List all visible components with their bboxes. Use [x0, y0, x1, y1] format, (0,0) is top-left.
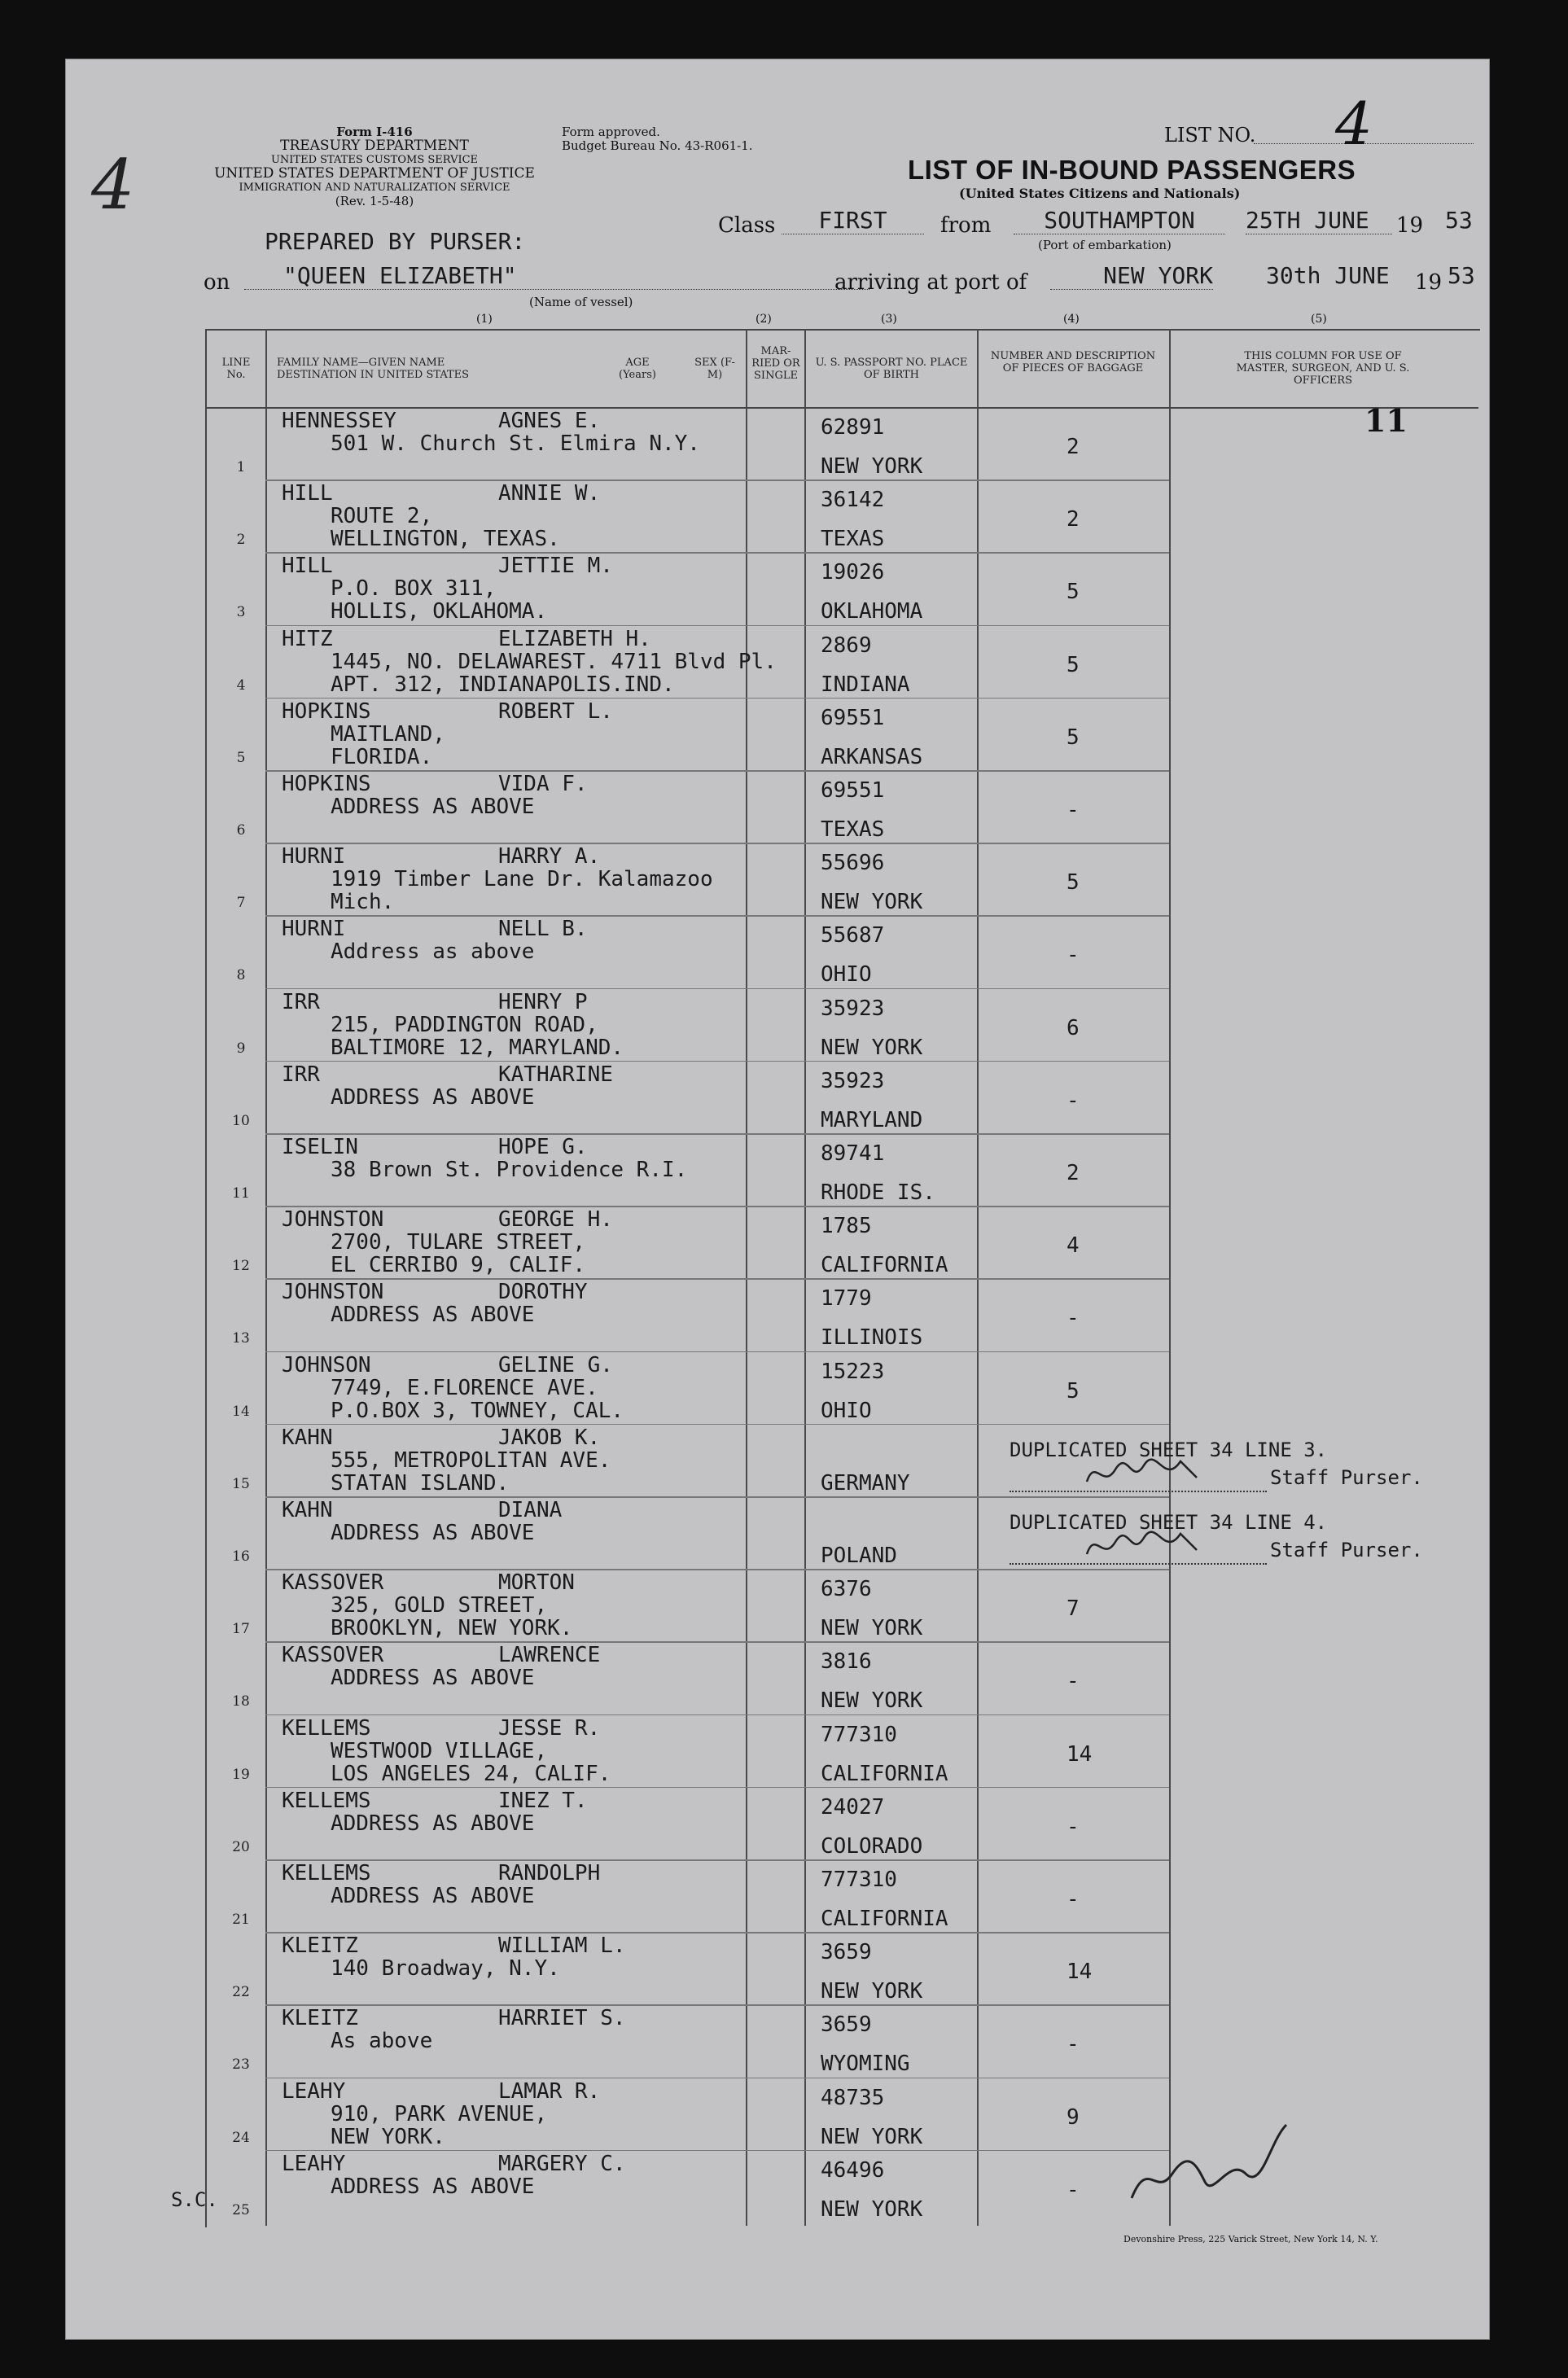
place-of-birth: NEW YORK — [821, 1979, 923, 2004]
place-of-birth: NEW YORK — [821, 2124, 923, 2149]
col-header-officers: THIS COLUMN FOR USE OF MASTER, SURGEON, AND U. S. OFFICERS — [1236, 350, 1410, 387]
given-name: MARGERY C. — [498, 2151, 626, 2176]
line-number: 8 — [236, 967, 246, 984]
place-of-birth: CALIFORNIA — [821, 1253, 948, 1278]
passport-number: 777310 — [821, 1722, 897, 1747]
family-name: HILL — [282, 481, 333, 506]
printer-credit: Devonshire Press, 225 Varick Street, New York 14, N. Y. — [1123, 2234, 1378, 2244]
address-line-2: APT. 312, INDIANAPOLIS.IND. — [331, 672, 675, 697]
line-number: 24 — [232, 2129, 250, 2146]
given-name: DIANA — [498, 1498, 563, 1522]
baggage-count: 2 — [1067, 1161, 1080, 1185]
row-divider — [265, 1061, 1169, 1062]
line-number: 22 — [232, 1984, 250, 2001]
line-number: 3 — [236, 604, 246, 621]
address-line-2: BROOKLYN, NEW YORK. — [331, 1616, 573, 1641]
row-divider — [265, 770, 1169, 772]
given-name: AGNES E. — [498, 409, 601, 433]
place-of-birth: MARYLAND — [821, 1107, 923, 1132]
given-name: LAMAR R. — [498, 2078, 601, 2104]
address-line-1: Address as above — [331, 939, 535, 965]
line-number: 23 — [232, 2056, 250, 2074]
baggage-count: 4 — [1067, 1233, 1080, 1259]
vessel-name: "QUEEN ELIZABETH" — [244, 262, 869, 290]
place-of-birth: NEW YORK — [821, 454, 923, 479]
line-number: 5 — [236, 749, 246, 766]
col-divider — [804, 329, 806, 2226]
col-divider — [746, 329, 747, 2226]
staff-purser-note: Staff Purser. — [1270, 1465, 1423, 1489]
given-name: MORTON — [498, 1570, 575, 1596]
address-line-1: ADDRESS AS ABOVE — [331, 1811, 535, 1836]
row-divider — [265, 843, 1169, 844]
budget-bureau: Budget Bureau No. 43-R061-1. — [562, 138, 753, 153]
address-line-1: 7749, E.FLORENCE AVE. — [331, 1375, 598, 1400]
line-number: 13 — [232, 1330, 250, 1347]
family-name: KELLEMS — [282, 1788, 371, 1813]
baggage-count: 14 — [1067, 1960, 1093, 1985]
place-of-birth: TEXAS — [821, 527, 885, 552]
justice-dept: UNITED STATES DEPARTMENT OF JUSTICE — [214, 165, 535, 182]
row-divider — [265, 1932, 1169, 1933]
col-num-4: (4) — [1063, 313, 1080, 326]
given-name: DOROTHY — [498, 1280, 588, 1305]
line-number: 12 — [232, 1258, 250, 1275]
address-line-1: 910, PARK AVENUE, — [331, 2101, 548, 2126]
family-name: ISELIN — [282, 1135, 358, 1159]
passport-number: 89741 — [821, 1141, 885, 1166]
passport-number: 2869 — [821, 633, 872, 658]
address-line-1: ADDRESS AS ABOVE — [331, 1303, 535, 1328]
class-value: FIRST — [782, 207, 924, 234]
baggage-count: - — [1067, 1088, 1080, 1113]
given-name: INEZ T. — [498, 1788, 588, 1813]
port-of-embarkation: SOUTHAMPTON — [1014, 207, 1225, 234]
baggage-count: - — [1067, 1669, 1080, 1694]
family-name: KAHN — [282, 1425, 333, 1450]
passport-number: 3659 — [821, 2012, 872, 2038]
line-number: 6 — [236, 822, 246, 839]
address-line-1: 325, GOLD STREET, — [331, 1593, 548, 1618]
address-line-1: ADDRESS AS ABOVE — [331, 795, 535, 819]
passport-number: 69551 — [821, 778, 885, 803]
col-header-age: AGE (Years) — [619, 357, 656, 381]
address-line-1: ADDRESS AS ABOVE — [331, 1521, 535, 1545]
address-line-1: 2700, TULARE STREET, — [331, 1230, 586, 1255]
given-name: GELINE G. — [498, 1352, 613, 1377]
address-line-1: 501 W. Church St. Elmira N.Y. — [331, 431, 700, 456]
line-number: 18 — [232, 1693, 250, 1710]
passport-number: 55696 — [821, 851, 885, 876]
purser-signature — [1083, 1526, 1205, 1566]
family-name: KELLEMS — [282, 1715, 371, 1741]
margin-mark: 4 — [91, 145, 135, 225]
vessel-caption: (Name of vessel) — [529, 295, 633, 309]
customs-service: UNITED STATES CUSTOMS SERVICE — [270, 154, 479, 166]
family-name: IRR — [282, 989, 320, 1014]
line-number: 14 — [232, 1403, 250, 1420]
col-header-married: MAR-RIED OR SINGLE — [751, 345, 800, 382]
col-header-passport: U. S. PASSPORT NO. PLACE OF BIRTH — [815, 357, 968, 381]
line-number: 10 — [232, 1112, 250, 1129]
given-name: HARRIET S. — [498, 2006, 626, 2031]
family-name: KELLEMS — [282, 1861, 371, 1885]
col-header-name: FAMILY NAME—GIVEN NAME DESTINATION IN UNITED STATES — [277, 357, 470, 381]
family-name: IRR — [282, 1062, 320, 1087]
address-line-1: WESTWOOD VILLAGE, — [331, 1738, 548, 1763]
class-label: Class — [718, 213, 776, 238]
col-num-1: (1) — [476, 313, 493, 326]
family-name: KLEITZ — [282, 2006, 358, 2031]
row-divider — [265, 698, 1169, 699]
row-divider — [265, 1569, 1169, 1570]
address-line-2: EL CERRIBO 9, CALIF. — [331, 1253, 586, 1278]
list-no-label: LIST NO. — [1164, 124, 1256, 147]
address-line-1: 38 Brown St. Providence R.I. — [331, 1158, 688, 1182]
ins-service: IMMIGRATION AND NATURALIZATION SERVICE — [239, 182, 510, 194]
family-name: HOPKINS — [282, 699, 371, 724]
col-num-3: (3) — [881, 313, 897, 326]
col-divider — [1169, 329, 1171, 2226]
given-name: LAWRENCE — [498, 1643, 601, 1668]
row-divider — [265, 1859, 1169, 1861]
line-number: 7 — [236, 895, 246, 912]
given-name: JETTIE M. — [498, 554, 613, 579]
row-divider — [265, 1787, 1169, 1789]
family-name: HILL — [282, 554, 333, 579]
passport-number: 24027 — [821, 1794, 885, 1820]
line-number: 2 — [236, 532, 246, 549]
address-line-1: 140 Broadway, N.Y. — [331, 1956, 560, 1982]
address-line-1: ADDRESS AS ABOVE — [331, 1084, 535, 1110]
family-name: JOHNSTON — [282, 1207, 384, 1233]
family-name: KASSOVER — [282, 1570, 384, 1596]
given-name: HENRY P — [498, 989, 588, 1014]
baggage-count: - — [1067, 798, 1080, 822]
given-name: ELIZABETH H. — [498, 626, 651, 651]
address-line-1: ADDRESS AS ABOVE — [331, 2174, 535, 2199]
row-divider — [265, 1424, 1169, 1425]
place-of-birth: CALIFORNIA — [821, 1907, 948, 1931]
address-line-1: 555, METROPOLITAN AVE. — [331, 1447, 611, 1473]
line-number: 20 — [232, 1838, 250, 1855]
place-of-birth: NEW YORK — [821, 2196, 923, 2222]
place-of-birth: INDIANA — [821, 672, 910, 697]
row-divider — [265, 1206, 1169, 1207]
row-divider — [265, 1715, 1169, 1716]
form-agency-block — [204, 125, 545, 208]
officer-signature — [1123, 2109, 1303, 2214]
given-name: JESSE R. — [498, 1715, 601, 1741]
col-header-baggage: NUMBER AND DESCRIPTION OF PIECES OF BAGGAGE — [990, 350, 1156, 374]
address-line-1: As above — [331, 2029, 433, 2054]
passport-number: 35923 — [821, 996, 885, 1021]
baggage-count: - — [1067, 1814, 1080, 1839]
col-divider — [265, 329, 267, 2226]
line-number: 25 — [232, 2201, 250, 2218]
family-name: LEAHY — [282, 2078, 346, 2104]
line-number: 19 — [232, 1766, 250, 1783]
address-line-2: LOS ANGELES 24, CALIF. — [331, 1761, 611, 1786]
family-name: HURNI — [282, 917, 346, 942]
line-number: 17 — [232, 1621, 250, 1638]
form-number: Form I-416 — [336, 125, 413, 139]
passport-number: 62891 — [821, 415, 885, 440]
page-title: LIST OF IN-BOUND PASSENGERS — [908, 155, 1356, 185]
baggage-count: 14 — [1067, 1741, 1093, 1767]
address-line-1: ADDRESS AS ABOVE — [331, 1884, 535, 1908]
line-number: 21 — [232, 1912, 250, 1928]
passport-number: 15223 — [821, 1359, 885, 1384]
passport-number: 3659 — [821, 1940, 872, 1965]
place-of-birth: TEXAS — [821, 817, 885, 842]
family-name: HITZ — [282, 626, 333, 651]
on-label: on — [204, 270, 230, 295]
family-name: KLEITZ — [282, 1933, 358, 1959]
family-name: HENNESSEY — [282, 409, 396, 433]
baggage-count: - — [1067, 1887, 1080, 1912]
row-divider — [265, 1133, 1169, 1135]
family-name: JOHNSTON — [282, 1280, 384, 1305]
address-line-2: WELLINGTON, TEXAS. — [331, 527, 560, 552]
address-line-1: ROUTE 2, — [331, 504, 433, 529]
treasury-dept: TREASURY DEPARTMENT — [280, 138, 469, 154]
year-prefix: 19 — [1396, 213, 1424, 238]
baggage-count: 5 — [1067, 580, 1080, 605]
passport-number: 35923 — [821, 1068, 885, 1093]
place-of-birth: NEW YORK — [821, 1688, 923, 1714]
baggage-count: 7 — [1067, 1596, 1080, 1622]
address-line-2: P.O.BOX 3, TOWNEY, CAL. — [331, 1398, 624, 1423]
line-number: 4 — [236, 677, 246, 694]
row-divider — [265, 480, 1169, 481]
passport-number: 36142 — [821, 488, 885, 513]
baggage-count: 5 — [1067, 725, 1080, 750]
place-of-birth: NEW YORK — [821, 1616, 923, 1641]
given-name: NELL B. — [498, 917, 588, 942]
purser-signature — [1083, 1453, 1205, 1494]
row-divider — [265, 1351, 1169, 1353]
address-line-1: P.O. BOX 311, — [331, 576, 497, 602]
family-name: KASSOVER — [282, 1643, 384, 1668]
given-name: GEORGE H. — [498, 1207, 613, 1233]
passport-number: 1779 — [821, 1286, 872, 1312]
address-line-2: STATAN ISLAND. — [331, 1470, 510, 1496]
passport-number: 69551 — [821, 705, 885, 730]
col-header-sex: SEX (F-M) — [694, 357, 735, 381]
given-name: KATHARINE — [498, 1062, 613, 1087]
row-divider — [265, 625, 1169, 627]
budget-block — [562, 125, 753, 153]
embark-year-prefix — [1396, 213, 1423, 238]
address-line-1: ADDRESS AS ABOVE — [331, 1666, 535, 1691]
list-no-value: 4 — [1335, 90, 1373, 158]
place-of-birth: POLAND — [821, 1544, 897, 1568]
row-divider — [265, 2004, 1169, 2006]
family-name: KAHN — [282, 1498, 333, 1522]
row-divider — [265, 2078, 1169, 2079]
embarkation-date: 25TH JUNE — [1246, 207, 1392, 234]
row-divider — [265, 552, 1169, 554]
arrival-year: 53 — [1448, 262, 1475, 289]
given-name: RANDOLPH — [498, 1861, 601, 1885]
passport-number: 3816 — [821, 1649, 872, 1675]
row-divider — [265, 915, 1169, 917]
family-name: JOHNSON — [282, 1352, 371, 1377]
baggage-count: - — [1067, 943, 1080, 968]
row-divider — [265, 2150, 1169, 2152]
staff-purser-note: Staff Purser. — [1270, 1539, 1423, 1561]
baggage-count: - — [1067, 2032, 1080, 2057]
family-name: HURNI — [282, 844, 346, 869]
officer-mark: 11 — [1364, 402, 1408, 439]
line-number: 16 — [232, 1548, 250, 1565]
line-number: 1 — [236, 459, 246, 475]
col-divider — [977, 329, 979, 2226]
baggage-count: 5 — [1067, 870, 1080, 896]
baggage-count: 5 — [1067, 652, 1080, 677]
place-of-birth: RHODE IS. — [821, 1180, 935, 1205]
address-line-2: HOLLIS, OKLAHOMA. — [331, 599, 548, 624]
footer-stamp: S.C. — [171, 2188, 218, 2211]
arrival-date: 30th JUNE — [1266, 262, 1390, 289]
baggage-count: 5 — [1067, 1378, 1080, 1404]
place-of-birth: ILLINOIS — [821, 1325, 923, 1351]
given-name: ROBERT L. — [498, 699, 613, 724]
place-of-birth: COLORADO — [821, 1833, 923, 1859]
place-of-birth: NEW YORK — [821, 1035, 923, 1060]
arrival-port: NEW YORK — [1050, 262, 1213, 290]
given-name: VIDA F. — [498, 772, 588, 796]
row-divider — [265, 1278, 1169, 1280]
port-caption: (Port of embarkation) — [1038, 238, 1172, 252]
address-line-2: NEW YORK. — [331, 2124, 445, 2149]
line-number: 15 — [232, 1475, 250, 1492]
address-line-2: BALTIMORE 12, MARYLAND. — [331, 1035, 624, 1060]
passport-number: 777310 — [821, 1868, 897, 1892]
baggage-count: 6 — [1067, 1015, 1080, 1040]
passport-number: 46496 — [821, 2157, 885, 2183]
address-line-2: FLORIDA. — [331, 744, 433, 769]
place-of-birth: OHIO — [821, 1398, 872, 1423]
given-name: HOPE G. — [498, 1135, 588, 1159]
place-of-birth: ARKANSAS — [821, 744, 923, 769]
baggage-count: - — [1067, 2177, 1080, 2202]
place-of-birth: OHIO — [821, 962, 872, 988]
address-line-1: MAITLAND, — [331, 721, 445, 747]
page-subtitle: (United States Citizens and Nationals) — [959, 186, 1241, 201]
address-line-1: 1919 Timber Lane Dr. Kalamazoo — [331, 867, 713, 892]
duplicate-note: DUPLICATED SHEET 34 LINE 3. — [1010, 1438, 1328, 1461]
address-line-1: 1445, NO. DELAWAREST. 4711 Blvd Pl. — [331, 649, 777, 674]
from-label: from — [940, 213, 992, 238]
place-of-birth: WYOMING — [821, 2052, 910, 2077]
place-of-birth: CALIFORNIA — [821, 1761, 948, 1786]
prepared-by: PREPARED BY PURSER: — [265, 228, 526, 255]
passport-number: 55687 — [821, 923, 885, 948]
arrival-year-prefix: 19 — [1415, 270, 1443, 295]
form-approved: Form approved. — [562, 125, 660, 139]
baggage-count: 9 — [1067, 2104, 1080, 2130]
line-number: 11 — [232, 1185, 250, 1202]
col-num-2: (2) — [756, 313, 772, 326]
given-name: WILLIAM L. — [498, 1933, 626, 1959]
given-name: JAKOB K. — [498, 1425, 601, 1450]
given-name: ANNIE W. — [498, 481, 601, 506]
line-number: 9 — [236, 1040, 246, 1057]
passport-number: 1785 — [821, 1214, 872, 1239]
baggage-count: - — [1067, 1306, 1080, 1331]
passport-number: 6376 — [821, 1577, 872, 1602]
row-divider — [265, 1496, 1169, 1498]
passport-number: 19026 — [821, 560, 885, 585]
col-num-5: (5) — [1311, 313, 1327, 326]
address-line-2: Mich. — [331, 890, 395, 915]
place-of-birth: NEW YORK — [821, 890, 923, 915]
place-of-birth: GERMANY — [821, 1470, 910, 1496]
duplicate-note: DUPLICATED SHEET 34 LINE 4. — [1010, 1511, 1328, 1534]
arriving-label: arriving at port of — [834, 270, 1027, 295]
address-line-1: 215, PADDINGTON ROAD, — [331, 1012, 598, 1037]
row-divider — [265, 988, 1169, 990]
family-name: LEAHY — [282, 2151, 346, 2176]
revision: (Rev. 1-5-48) — [335, 194, 414, 208]
given-name: HARRY A. — [498, 844, 601, 869]
col-header-line-no: LINE No. — [221, 357, 251, 381]
baggage-count: 2 — [1067, 507, 1080, 532]
row-divider — [265, 1641, 1169, 1643]
family-name: HOPKINS — [282, 772, 371, 796]
passport-number: 48735 — [821, 2085, 885, 2110]
embark-year: 53 — [1445, 207, 1473, 234]
baggage-count: 2 — [1067, 435, 1080, 459]
place-of-birth: OKLAHOMA — [821, 599, 923, 624]
